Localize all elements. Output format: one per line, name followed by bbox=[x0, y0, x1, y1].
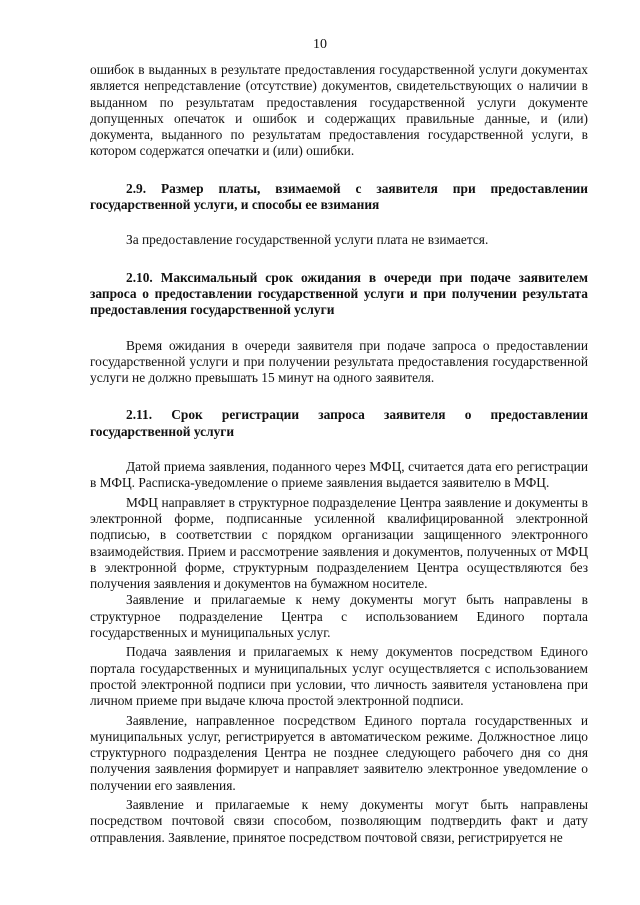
section-heading-2-11: 2.11. Срок регистрации запроса заявителя о предоставлении государственной услуги bbox=[90, 407, 588, 439]
section-2-11-paragraph-4: Подача заявления и прилагаемых к нему документов посредством Единого портала государственных и муниципальных услуг осуществляется с использованием простой электронной подписи при условии, что личность заявителя установлена при личном приеме при выдаче ключа простой электронной подписи. bbox=[90, 644, 588, 709]
section-2-10-paragraph: Время ожидания в очереди заявителя при подаче запроса о предоставлении государственной услуги и при получении результата предоставления государственной услуги не должно превышать 15 минут на одного заявителя. bbox=[90, 337, 588, 386]
section-2-11-paragraph-6: Заявление и прилагаемые к нему документы могут быть направлены посредством почтовой связи способом, позволяющим подтвердить факт и дату отправления. Заявление, принятое посредством почтовой связи, регистрируется не bbox=[90, 796, 588, 845]
section-heading-2-9: 2.9. Размер платы, взимаемой с заявителя при предоставлении государственной услуги, и способы ее взимания bbox=[90, 180, 588, 213]
section-2-11-paragraph-1: Датой приема заявления, поданного через МФЦ, считается дата его регистрации в МФЦ. Расписка-уведомление о приеме заявления выдается заявителю в МФЦ. bbox=[90, 459, 588, 491]
section-2-11-paragraph-3: Заявление и прилагаемые к нему документы могут быть направлены в структурное подразделение Центра с использованием Единого портала государственных и муниципальных услуг. bbox=[90, 592, 588, 641]
section-2-11-paragraph-2: МФЦ направляет в структурное подразделение Центра заявление и документы в электронной форме, подписанные усиленной квалифицированной электронной подписью, в соответствии с порядком организации защищенного электронного взаимодействия. Прием и рассмотрение заявления и документов, полученных от МФЦ в электронной форме, структурным подразделением Центра осуществляются без получения заявления и документов на бумажном носителе. bbox=[90, 494, 588, 592]
section-heading-2-10: 2.10. Максимальный срок ожидания в очереди при подаче заявителем запроса о предоставлении государственной услуги и при получении результата предоставления государственной услуги bbox=[90, 269, 588, 318]
continued-paragraph: ошибок в выданных в результате предоставления государственной услуги документах является непредставление (отсутствие) документов, свидетельствующих о наличии в выданном по результатам предоставления государственной услуги документе допущенных опечаток и ошибок и содержащих правильные данные, и (или) документа, выданного по результатам предоставления государственной услуги, в котором содержатся опечатки и (или) ошибки. bbox=[90, 62, 588, 159]
section-2-11-paragraph-5: Заявление, направленное посредством Единого портала государственных и муниципальных услуг, регистрируется в автоматическом режиме. Должностное лицо структурного подразделения Центра не позднее следующего рабочего дня со дня получения заявления формирует и направляет заявителю электронное уведомление о получении его заявления. bbox=[90, 712, 588, 793]
page-content bbox=[90, 62, 588, 846]
page-number: 10 bbox=[313, 37, 327, 52]
section-2-9-paragraph: За предоставление государственной услуги плата не взимается. bbox=[126, 232, 489, 248]
